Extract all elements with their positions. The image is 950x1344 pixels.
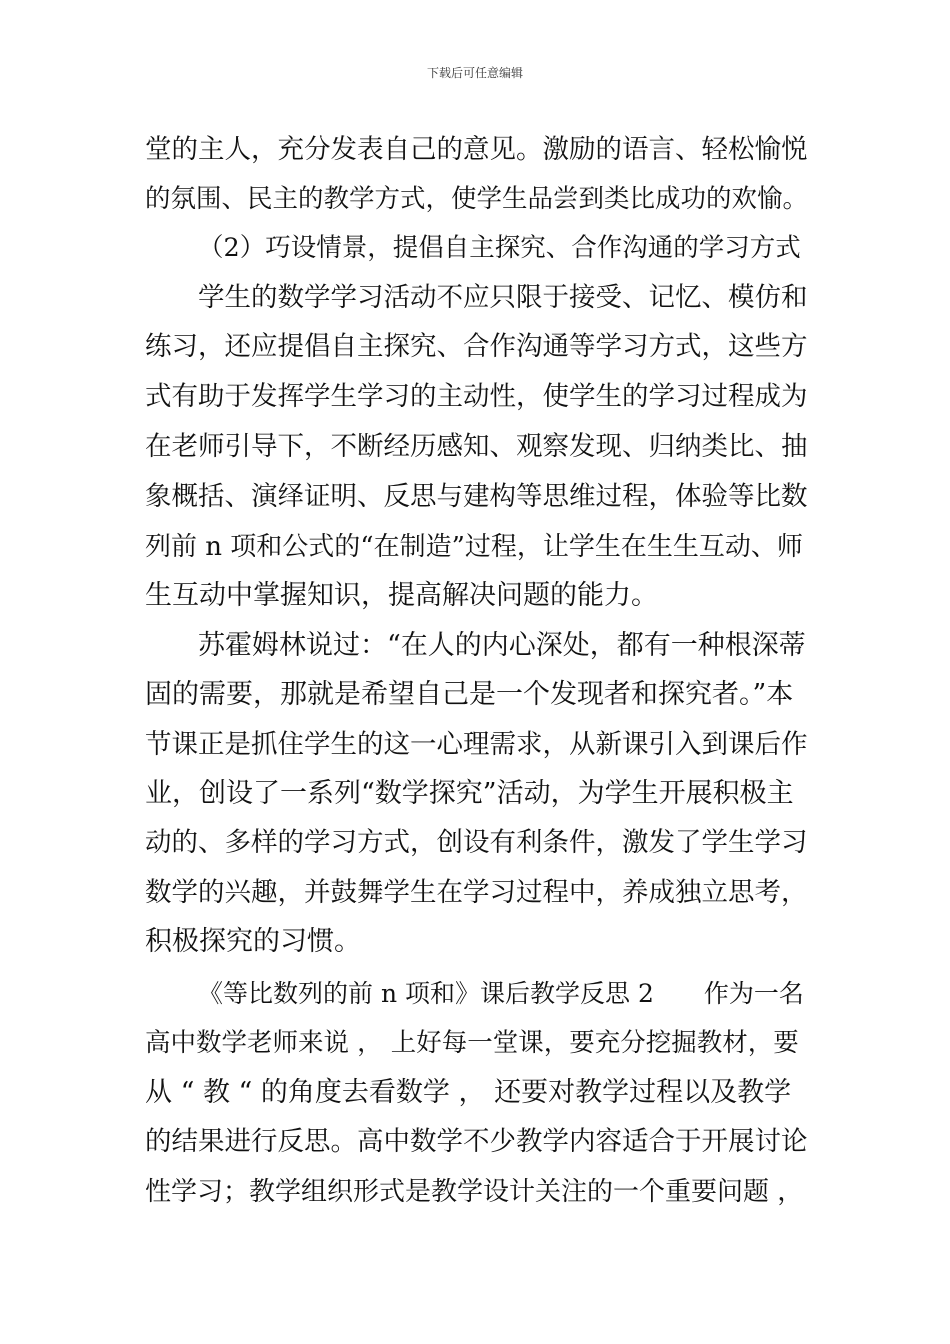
text-line: 在老师引导下，不断经历感知、观察发现、归纳类比、抽 — [145, 431, 808, 462]
text-line: 堂的主人，充分发表自己的意见。激励的语言、轻松愉悦 — [145, 134, 808, 165]
text-line: 生互动中掌握知识，提高解决问题的能力。 — [145, 580, 658, 611]
text-line: 动的、多样的学习方式，创设有利条件，激发了学生学习 — [145, 827, 808, 858]
text-line: 业，创设了一系列“数学探究”活动，为学生开展积极主 — [145, 778, 794, 809]
text-line: 从 “ 教 “ 的角度去看数学 ， 还要对教学过程以及教学 — [145, 1077, 792, 1108]
text-line: 练习，还应提倡自主探究、合作沟通等学习方式，这些方 — [145, 331, 808, 362]
text-line: 的结果进行反思。高中数学不少教学内容适合于开展讨论 — [145, 1126, 808, 1157]
text-line: 象概括、演绎证明、反思与建构等思维过程，体验等比数 — [145, 481, 808, 512]
text-line: 节课正是抓住学生的这一心理需求，从新课引入到课后作 — [145, 729, 808, 760]
section-heading: （2）巧设情景，提倡自主探究、合作沟通的学习方式 — [198, 233, 801, 263]
text-line: 苏霍姆林说过：“在人的内心深处，都有一种根深蒂 — [198, 630, 806, 661]
page-header: 下载后可任意编辑 — [426, 66, 523, 80]
text-line: 的氛围、民主的教学方式，使学生品尝到类比成功的欢愉。 — [145, 184, 809, 214]
text-line: 《等比数列的前 n 项和》课后教学反思 2 作为一名 — [198, 979, 804, 1008]
text-line: 式有助于发挥学生学习的主动性，使学生的学习过程成为 — [145, 381, 808, 412]
text-line: 固的需要，那就是希望自己是一个发现者和探究者。”本 — [145, 679, 794, 710]
text-line: 性学习；教学组织形式是教学设计关注的一个重要问题 ， — [145, 1177, 804, 1207]
text-line: 学生的数学学习活动不应只限于接受、记忆、模仿和 — [198, 282, 808, 313]
text-line: 高中数学老师来说 ， 上好每一堂课，要充分挖掘教材，要 — [145, 1028, 799, 1058]
text-line: 列前 n 项和公式的“在制造”过程，让学生在生生互动、师 — [145, 532, 803, 562]
text-line: 积极探究的习惯。 — [145, 926, 361, 957]
text-line: 数学的兴趣，并鼓舞学生在学习过程中，养成独立思考， — [145, 877, 808, 908]
